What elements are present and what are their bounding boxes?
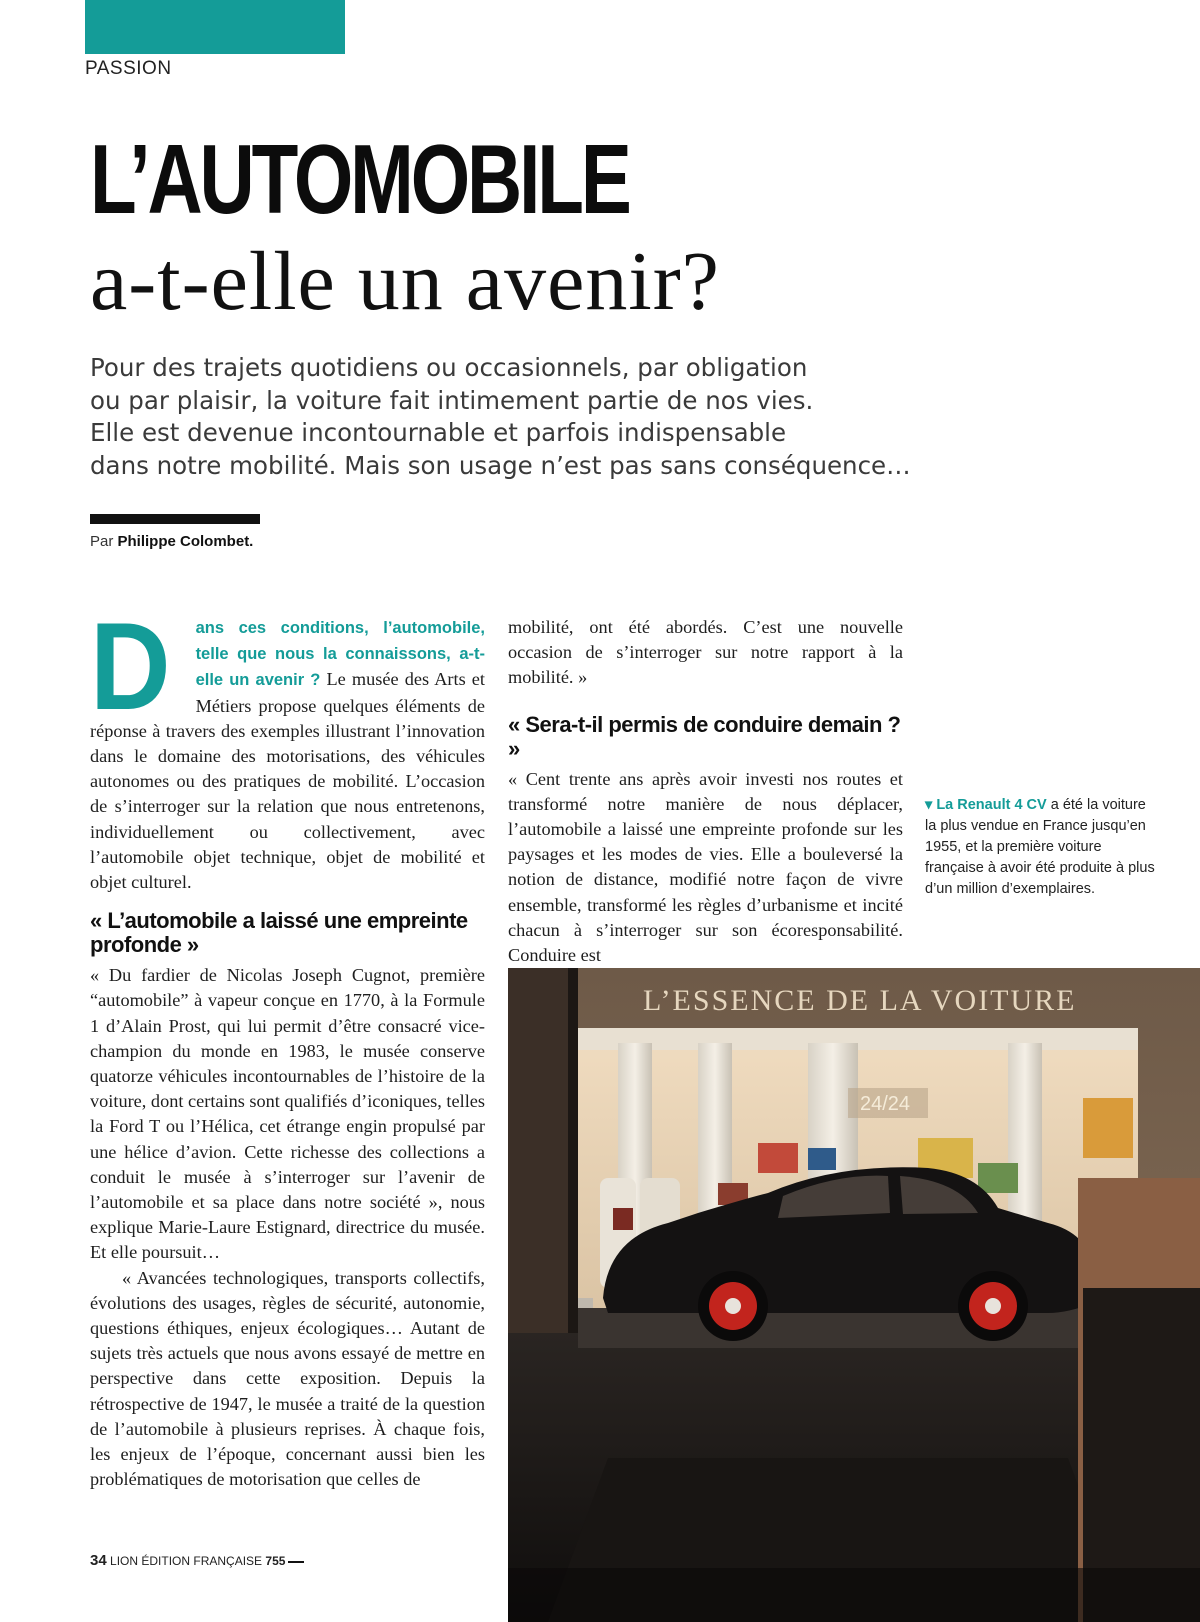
paragraph-text: Le musée des Arts et Métiers propose quelques éléments de réponse à travers des exemples illustrant l’innovation dans le domaine des motorisations, des véhicules autonomes ou des pratiques de mobilité. L’occasion de s’interroger sur la relation que nous entretenons, individuellement ou collectivement, avec l’automobile objet technique, objet de mobilité et objet culturel. [90,669,486,893]
paragraph-text: « Du fardier de Nicolas Joseph Cugnot, première “automobile” à vapeur conçue en 1770, à la Formule 1 d’Alain Prost, qui lui permit d’être consacré vice-champion du monde en 1983, le musée conserve quatorze véhicules incontournables de l’histoire de la voiture, dont certains sont qualifiés d’iconiques, telles la Ford T ou l’Hélica, cet étrange engin propulsé par une hélice d’avion. Cette richesse des collections a conduit le musée à s’interroger sur l’avenir de l’automobile et sa place dans notre société », nous explique Marie-Laure Estignard, directrice du musée. Et elle poursuit… [90,965,485,1263]
issue-number: 755 [265,1554,286,1568]
page-subtitle: a-t-elle un avenir? [90,235,720,328]
subheading: « Sera-t-il permis de conduire demain ? » [508,711,901,761]
photo-caption [925,795,1155,900]
intro-paragraph [90,352,950,482]
footer-dash [288,1561,304,1563]
author-name: Philippe Colombet. [117,533,254,550]
byline [90,533,253,550]
section-label: PASSION [85,58,172,79]
page-number: 34 [90,1552,107,1569]
caption-highlight: La Renault 4 CV [936,797,1047,813]
museum-sign: L’ESSENCE DE LA VOITURE [643,984,1077,1017]
intro-line: ou par plaisir, la voiture fait intimement partie de nos vies. [90,385,814,415]
subheading: « L’automobile a laissé une empreinte profonde » [90,908,468,958]
intro-line: dans notre mobilité. Mais son usage n’est pas sans conséquence… [90,450,911,480]
intro-line: Elle est devenue incontournable et parfois indispensable [90,418,787,447]
caption-arrow-icon: ▾ [925,797,933,813]
paragraph-text: mobilité, ont été abordés. C’est une nouvelle occasion de s’interroger sur notre rapport à la mobilité. » [508,617,903,688]
lead-text: ans ces conditions, l’automobile, telle que nous la connaissons, a-t-elle un avenir ? [195,619,485,690]
page-footer [90,1552,304,1569]
article-column-left [90,598,486,1493]
caption-text: a été la voiture la plus vendue en France jusqu’en 1955, et la première voiture française à avoir été produite à plus d’un million d’exemplaires. [925,797,1155,897]
intro-line: Pour des trajets quotidiens ou occasionnels, par obligation [90,353,808,382]
museum-car-photo [508,968,1200,1622]
paragraph-text: « Avancées technologiques, transports collectifs, évolutions des usages, règles de sécurité, autonomie, questions éthiques, enjeux écologiques… Autant de sujets très actuels que nous avons essayé de mettre en perspective dans cette exposition. Depuis la rétrospective de 1947, le musée a traité de la question de l’automobile à plusieurs reprises. À chaque fois, les enjeux de l’époque, concernant aussi bien les problématiques de motorisation que celles de [90,1267,485,1490]
drop-cap: D [90,598,171,736]
page-title: L’AUTOMOBILE [90,124,629,234]
clock-sign: 24/24 [860,1093,911,1115]
article-column-right [508,615,903,968]
paragraph-text: « Cent trente ans après avoir investi nos routes et transformé notre manière de nous déplacer, l’automobile a laissé une empreinte profonde sur les paysages et les modes de vies. Elle a bouleversé la notion de distance, modifié notre façon de vivre ensemble, transformé les règles d’urbanisme et incité chacun à s’interroger sur son écoresponsabilité. Conduire est [508,768,903,966]
byline-rule [90,514,260,524]
byline-prefix: Par [90,533,114,550]
section-color-bar [85,0,345,54]
publication-name: LION ÉDITION FRANÇAISE [110,1554,263,1568]
